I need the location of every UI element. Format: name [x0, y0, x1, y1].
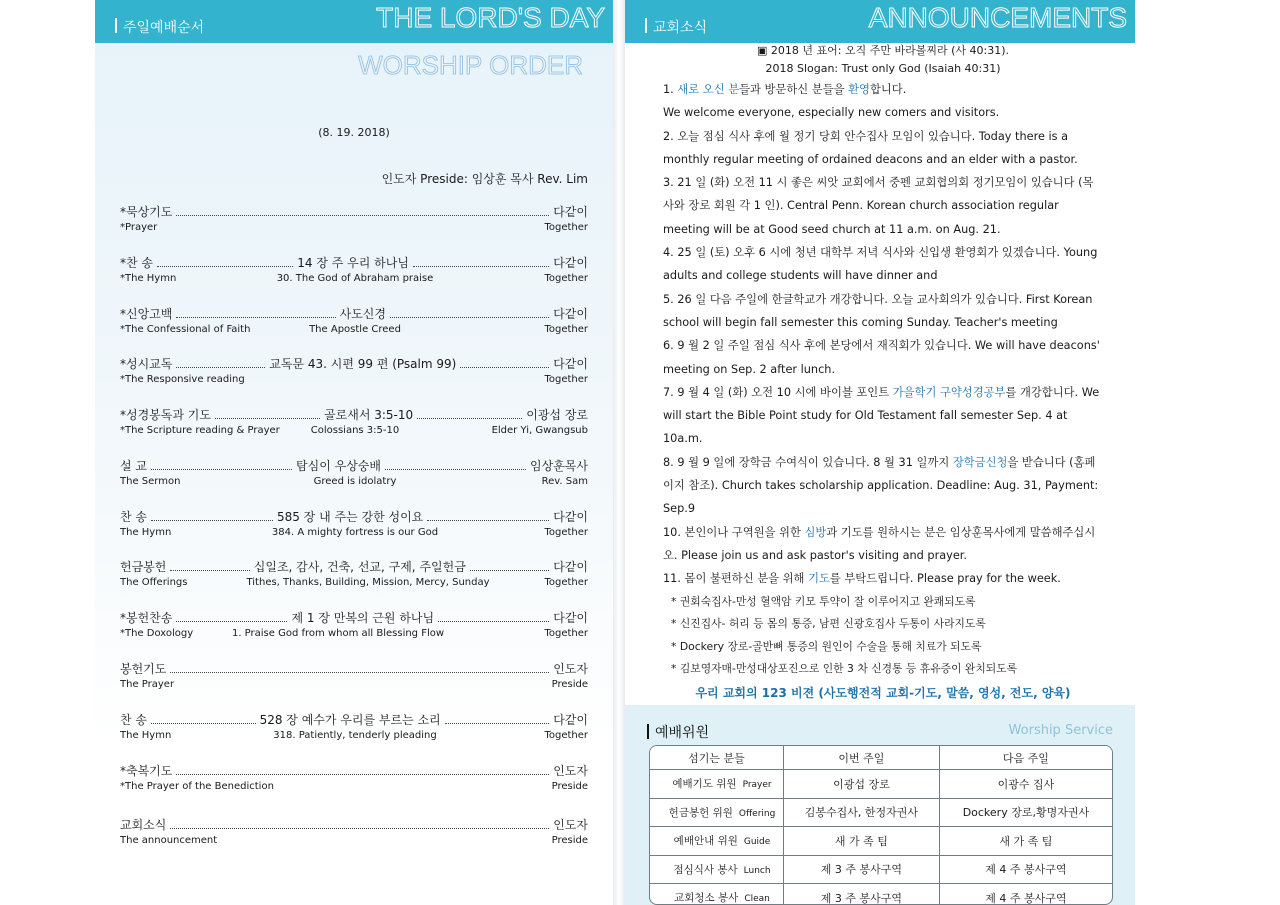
order-item-leader-en: Preside — [551, 781, 588, 792]
order-item-title-en: *The Prayer of the Benediction — [120, 781, 274, 792]
order-item-detail: 528 장 예수가 우리를 부르는 소리 — [259, 713, 441, 727]
column-header-roles: 섬기는 분들 — [650, 746, 784, 770]
prayer-request: * 김보영자매-만성대상포진으로 인한 3 차 신경통 등 휴유증이 완치되도록 — [671, 662, 1018, 676]
leader-dots — [176, 367, 265, 368]
order-item-title-en: *The Doxology — [120, 628, 194, 639]
slogan-ko: ▣ 2018 년 표어: 오직 주만 바라볼찌라 (사 40:31). — [757, 44, 1009, 57]
order-item — [120, 202, 588, 242]
order-item-leader: 다같이 — [553, 205, 588, 219]
announcement-item — [663, 288, 1103, 335]
announcements-body — [663, 42, 1103, 705]
role-name-en: Lunch — [743, 865, 771, 876]
table-row — [650, 884, 1112, 905]
this-week-cell: 제 3 주 봉사구역 — [784, 855, 940, 884]
announcement-list — [663, 78, 1103, 591]
order-item-title-en: *The Scripture reading & Prayer — [120, 425, 280, 436]
role-name: 교회청소 봉사 — [674, 892, 739, 905]
leader-dots — [390, 317, 549, 318]
order-item-leader-en: Together — [544, 374, 588, 385]
leader-dots — [170, 828, 549, 829]
prayer-list — [663, 591, 1103, 681]
header-bar — [625, 0, 1135, 43]
leader-dots — [157, 266, 293, 267]
header-title: ANNOUNCEMENTS — [868, 2, 1127, 33]
announcement-text: 합니다. — [869, 83, 907, 96]
order-item-title: 찬 송 — [120, 510, 147, 524]
order-item-leader-en: Together — [544, 273, 588, 284]
worship-service-title: 예배위원 — [655, 722, 709, 742]
announcement-text: 8. 9 월 9 일에 장학금 수여식이 있습니다. 8 월 31 일까지 — [663, 455, 953, 469]
announcement-highlight: 환영 — [848, 83, 870, 96]
next-week-cell: 새 가 족 팀 — [939, 827, 1112, 856]
order-item-title-en: *The Hymn — [120, 273, 177, 284]
announcement-text: 1. — [663, 83, 678, 96]
role-cell — [650, 884, 784, 905]
next-week-cell: 이광수 집사 — [939, 770, 1112, 799]
order-item-leader: 다같이 — [553, 611, 589, 625]
order-item-leader: 다같이 — [553, 510, 588, 524]
order-item-title: *봉헌찬송 — [120, 611, 173, 625]
order-item-detail: 교독문 43. 시편 99 편 (Psalm 99) — [269, 357, 457, 371]
leader-dots — [170, 672, 549, 673]
order-item-leader: 다같이 — [553, 307, 588, 321]
order-item — [120, 304, 588, 344]
announcement-text: 을 받습니다 (홈페이지 참조). Church takes scholarship application. Deadline: Aug. 31, Payment: Sep.9 — [663, 455, 1099, 516]
subtitle: WORSHIP ORDER — [358, 50, 583, 80]
order-item-detail-en: Colossians 3:5-10 — [310, 425, 400, 436]
order-item-leader-en: Together — [544, 577, 588, 588]
column-header-next-week: 다음 주일 — [939, 746, 1112, 770]
announcement-item — [663, 125, 1103, 172]
announcement-highlight: 가을학기 구약성경공부 — [892, 385, 1006, 399]
order-item-title-en: The Hymn — [120, 527, 172, 538]
role-cell — [650, 770, 784, 799]
order-item-title-en: The Hymn — [120, 730, 172, 741]
order-item — [120, 354, 588, 394]
order-item-leader: 이광섭 장로 — [526, 408, 589, 422]
order-item — [120, 761, 588, 801]
section-label: 주일예배순서 — [123, 17, 204, 37]
role-cell — [650, 827, 784, 856]
table-row — [650, 855, 1112, 884]
leader-dots — [417, 418, 522, 419]
leader-dots — [470, 570, 549, 571]
leader-dots — [445, 723, 550, 724]
leader-dots — [151, 469, 292, 470]
next-week-cell: 제 4 주 봉사구역 — [939, 855, 1112, 884]
announcement-text: 들과 방문하신 분들을 — [739, 83, 849, 96]
header-bar — [95, 0, 613, 43]
role-name-en: Clean — [744, 894, 770, 905]
announcement-text-en: We welcome everyone, especially new comers and visitors. — [663, 106, 1000, 120]
order-item-title-en: *The Responsive reading — [120, 374, 245, 385]
next-week-cell: Dockery 장로,황명자권사 — [939, 798, 1112, 827]
order-item-detail-en: 1. Praise God from whom all Blessing Flow — [231, 628, 445, 639]
leader-dots — [176, 774, 549, 775]
role-name-en: Guide — [743, 837, 771, 848]
announcement-text: 를 부탁드립니다. Please pray for the week. — [829, 572, 1061, 586]
order-item-title: *신앙고백 — [120, 307, 173, 321]
order-item-leader: 인도자 — [553, 818, 588, 832]
role-cell — [650, 798, 784, 827]
order-item-detail: 십일조, 감사, 건축, 선교, 구제, 주일헌금 — [253, 560, 466, 574]
announcement-text: 2. 오늘 점심 식사 후에 월 정기 당회 안수집사 모임이 있습니다. Today there is a monthly regular meeting of ordained deacons and an elder with a pastor. — [663, 129, 1078, 166]
role-name: 점심식사 봉사 — [673, 863, 738, 876]
order-item-title-en: The announcement — [120, 835, 218, 846]
order-item-leader-en: Together — [544, 730, 588, 741]
order-item-leader: 임상훈목사 — [530, 459, 588, 473]
order-item — [120, 557, 588, 597]
announcement-text: 6. 9 월 2 일 주일 점심 식사 후에 본당에서 재직회가 있습니다. We will have deacons' meeting on Sep. 2 after lunch. — [663, 339, 1100, 376]
order-item-detail-en: 384. A mighty fortress is our God — [271, 527, 439, 538]
role-name-en: Offering — [738, 808, 776, 819]
order-item-detail: 14 장 주 우리 하나님 — [297, 256, 409, 270]
order-item-title-en: The Offerings — [120, 577, 188, 588]
order-item-title: *축복기도 — [120, 764, 173, 778]
order-item-leader: 다같이 — [553, 560, 588, 574]
order-item-title-en: *The Confessional of Faith — [120, 324, 251, 335]
prayer-request: * Dockery 장로-골반뼈 통증의 원인이 수술을 통해 치료가 되도록 — [671, 639, 982, 653]
announcement-item — [663, 567, 1103, 590]
order-item-leader: 다같이 — [553, 357, 588, 371]
order-item — [120, 253, 588, 293]
announcement-item — [663, 334, 1103, 381]
announcement-text: 3. 21 일 (화) 오전 11 시 좋은 씨앗 교회에서 중펜 교회협의회 정기모임이 있습니다 (목사와 장로 회원 각 1 인). Central Penn. Korean church association regular meeting will be at Good seed church at 11 a.m. on Aug. 21. — [663, 176, 1094, 236]
order-item-detail: 제 1 장 만복의 근원 하나님 — [291, 611, 435, 625]
table-row — [650, 798, 1112, 827]
order-item-detail-en: 318. Patiently, tenderly pleading — [273, 730, 437, 741]
order-item — [120, 659, 588, 699]
order-item — [120, 608, 588, 648]
worship-service-table — [649, 745, 1113, 905]
order-item-title: 봉헌기도 — [120, 662, 167, 676]
order-item-leader: 인도자 — [553, 662, 588, 676]
announcement-highlight: 기도 — [808, 572, 830, 586]
announcement-highlight: 새로 오신 분 — [677, 83, 740, 96]
role-name: 예배안내 위원 — [673, 835, 738, 848]
order-item-leader-en: Together — [544, 324, 588, 335]
announcement-highlight: 장학금신청 — [952, 455, 1008, 469]
order-item-detail-en: The Apostle Creed — [309, 324, 401, 335]
order-item-detail: 골로새서 3:5-10 — [324, 408, 414, 422]
worship-service-section — [625, 705, 1135, 905]
announcement-item — [663, 171, 1103, 241]
leader-dots — [170, 570, 249, 571]
role-name: 예배기도 위원 — [672, 778, 737, 791]
order-item-title: 교회소식 — [120, 818, 167, 832]
announcement-text: 7. 9 월 4 일 (화) 오전 10 시에 바이블 포인트 — [663, 385, 893, 399]
order-item-detail-en: Tithes, Thanks, Building, Mission, Mercy, Sunday — [246, 577, 490, 588]
next-week-cell: 제 4 주 봉사구역 — [985, 891, 1067, 905]
order-item-title-en: The Prayer — [120, 679, 175, 690]
order-item-leader-en: Elder Yi, Gwangsub — [491, 425, 588, 436]
leader-dots — [460, 367, 549, 368]
page-gutter — [613, 0, 625, 905]
order-item-title-en: *Prayer — [120, 222, 158, 233]
table-row — [650, 770, 1112, 799]
order-item-detail: 탐심이 우상숭배 — [296, 459, 381, 473]
announcement-highlight: 심방 — [804, 525, 827, 539]
prayer-request: * 권회숙집사-만성 혈액암 키모 투약이 잘 이루어지고 완쾌되도록 — [671, 594, 976, 608]
order-item — [120, 456, 588, 496]
order-item-title: 찬 송 — [120, 713, 147, 727]
leader-dots — [438, 621, 549, 622]
order-item-leader-en: Together — [544, 222, 588, 233]
worship-service-subtitle: Worship Service — [1008, 723, 1113, 738]
order-item-title: *성경봉독과 기도 — [120, 408, 211, 422]
preside-line: 인도자 Preside: 임상훈 목사 Rev. Lim — [381, 172, 588, 186]
announcement-text: 를 개강합니다. We will start the Bible Point study for Old Testament fall semester Sep. 4 at 10a.m. — [663, 385, 1100, 446]
worship-order-page — [95, 0, 613, 905]
leader-dots — [385, 469, 526, 470]
leader-dots — [176, 317, 335, 318]
order-item-detail: 585 장 내 주는 강한 성이요 — [276, 510, 424, 524]
leader-dots — [176, 215, 549, 216]
leader-dots — [176, 621, 287, 622]
order-item — [120, 710, 588, 750]
role-name: 헌금봉헌 위원 — [668, 806, 733, 819]
column-header-this-week: 이번 주일 — [784, 746, 940, 770]
table-row — [650, 827, 1112, 856]
order-item-title: *묵상기도 — [120, 205, 173, 219]
order-item-title: 설 교 — [120, 459, 147, 473]
prayer-request: * 신진집사- 허리 등 몸의 통증, 남편 신광호집사 두통이 사라지도록 — [671, 617, 986, 631]
announcement-item — [663, 521, 1103, 568]
slogan-en: 2018 Slogan: Trust only God (Isaiah 40:31) — [765, 62, 1001, 75]
announcements-page — [625, 0, 1135, 905]
announcement-item — [663, 381, 1103, 451]
leader-dots — [151, 520, 273, 521]
announcement-item — [663, 78, 1103, 125]
order-item — [120, 405, 588, 445]
service-date: (8. 19. 2018) — [318, 126, 390, 139]
order-item-title-en: The Sermon — [120, 476, 181, 487]
order-item-leader: 다같이 — [553, 256, 588, 270]
announcement-text: 과 기도를 원하시는 분은 임상훈목사에게 말씀해주십시오. Please join us and ask pastor's visiting and prayer. — [663, 525, 1096, 562]
order-item-title: *성시교독 — [120, 357, 173, 371]
leader-dots — [151, 723, 256, 724]
this-week-cell: 새 가 족 팀 — [784, 827, 940, 856]
role-cell — [650, 855, 784, 884]
church-vision: 우리 교회의 123 비젼 (사도행전적 교회-기도, 말씀, 영성, 전도, 양육) — [695, 685, 1071, 700]
header-title: THE LORD'S DAY — [376, 2, 605, 33]
leader-dots — [215, 418, 320, 419]
role-name-en: Prayer — [742, 780, 772, 791]
order-item-title: *찬 송 — [120, 256, 153, 270]
leader-dots — [413, 266, 549, 267]
order-item-detail-en: Greed is idolatry — [313, 476, 397, 487]
order-item-detail-en: 30. The God of Abraham praise — [276, 273, 434, 284]
order-item-leader: 인도자 — [553, 764, 588, 778]
order-item-leader-en: Rev. Sam — [541, 476, 588, 487]
order-item-leader-en: Together — [544, 527, 588, 538]
this-week-cell: 이광섭 장로 — [784, 770, 940, 799]
order-item-leader-en: Preside — [551, 679, 588, 690]
order-item — [120, 815, 588, 855]
announcement-text: 4. 25 일 (토) 오후 6 시에 청년 대학부 저녁 식사와 신입생 환영회가 있겠습니다. Young adults and college students will have dinner and — [663, 246, 1098, 283]
order-item-leader: 다같이 — [553, 713, 588, 727]
this-week-cell: 제 3 주 봉사구역 — [784, 884, 940, 905]
announcement-text: 10. 본인이나 구역원을 위한 — [663, 525, 805, 539]
announcement-text: 11. 몸이 불편하신 분을 위해 — [663, 572, 809, 586]
order-item-title: 헌금봉헌 — [120, 560, 167, 574]
section-label: 교회소식 — [653, 17, 707, 37]
order-item-detail: 사도신경 — [339, 307, 386, 321]
this-week-cell: 김봉수집사, 한정자권사 — [784, 798, 940, 827]
leader-dots — [427, 520, 549, 521]
announcement-item — [663, 241, 1103, 288]
order-item — [120, 507, 588, 547]
announcement-text: 5. 26 일 다음 주일에 한글학교가 개강합니다. 오늘 교사회의가 있습니다. First Korean school will begin fall semester this coming Sunday. Teacher's meeting — [663, 292, 1093, 329]
announcement-item — [663, 451, 1103, 521]
order-item-leader-en: Together — [544, 628, 588, 639]
order-item-leader-en: Preside — [551, 835, 588, 846]
